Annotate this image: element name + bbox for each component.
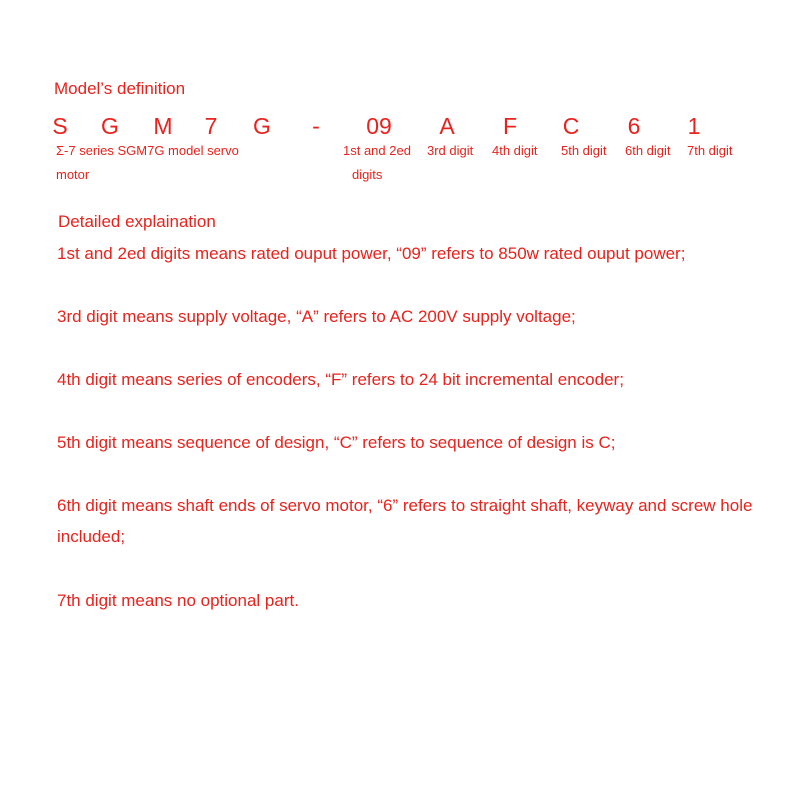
digits-1-2-label-line1: 1st and 2ed: [343, 143, 411, 158]
code-char-g: G: [101, 113, 119, 139]
model-definition-title: Model’s definition: [54, 79, 186, 98]
explanation-digit-5: 5th digit means sequence of design, “C” refers to sequence of design is C;: [57, 433, 616, 452]
code-char-c: C: [562, 113, 580, 139]
digit-5-label: 5th digit: [561, 143, 607, 158]
explanation-digits-1-2: 1st and 2ed digits means rated ouput power, “09” refers to 850w rated ouput power;: [57, 244, 686, 263]
code-char-7: 7: [204, 113, 218, 139]
code-char-f: F: [502, 113, 518, 139]
code-char-m: M: [153, 113, 173, 139]
digit-4-label: 4th digit: [492, 143, 538, 158]
code-char-1: 1: [687, 113, 701, 139]
series-label-line2: motor: [56, 167, 90, 182]
code-char-6: 6: [627, 113, 641, 139]
code-char-s: S: [52, 113, 68, 139]
explanation-digit-3: 3rd digit means supply voltage, “A” refers to AC 200V supply voltage;: [57, 307, 576, 326]
code-char-09: 09: [366, 113, 392, 139]
explanation-digit-6: 6th digit means shaft ends of servo motor, “6” refers to straight shaft, keyway and screw hole included;: [57, 496, 753, 546]
code-char-dash: -: [312, 113, 320, 139]
digit-3-label: 3rd digit: [427, 143, 474, 158]
code-char-g2: G: [253, 113, 271, 139]
digit-6-label: 6th digit: [625, 143, 671, 158]
code-char-a: A: [439, 113, 455, 139]
digit-7-label: 7th digit: [687, 143, 733, 158]
explanation-digit-7: 7th digit means no optional part.: [57, 591, 299, 610]
series-label-line1: Σ-7 series SGM7G model servo: [56, 143, 239, 158]
detail-heading: Detailed explaination: [58, 212, 216, 231]
digits-1-2-label-line2: digits: [352, 167, 383, 182]
explanation-digit-4: 4th digit means series of encoders, “F” refers to 24 bit incremental encoder;: [57, 370, 624, 389]
